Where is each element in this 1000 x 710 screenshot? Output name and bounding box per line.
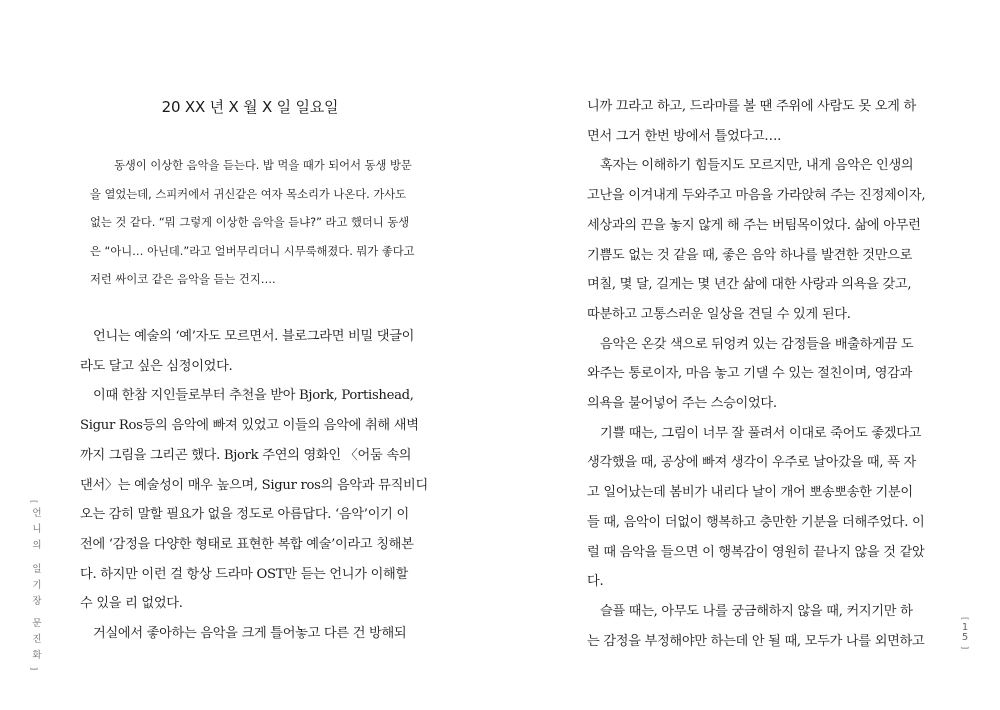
text-line: 거실에서 좋아하는 음악을 크게 틀어놓고 다른 건 방해되 bbox=[93, 626, 407, 642]
text-line: 는 감정을 부정해야만 하는데 안 될 때, 모두가 나를 외면하고 bbox=[587, 633, 925, 649]
text-line: 전에 ‘감정을 다양한 형태로 표현한 복합 예술’이라고 칭해본 bbox=[80, 536, 414, 552]
diary-line: 동생이 이상한 음악을 듣는다. 밥 먹을 때가 되어서 동생 방문 bbox=[114, 159, 412, 172]
text-line: 니까 끄라고 하고, 드라마를 볼 땐 주위에 사람도 못 오게 하 bbox=[587, 99, 916, 114]
text-line: 다. 하지만 이런 걸 항상 드라마 OST만 듣는 언니가 이해할 bbox=[80, 566, 408, 582]
text-line: 기쁠 때는, 그림이 너무 잘 풀려서 이대로 죽어도 좋겠다고 bbox=[600, 425, 922, 441]
page-number-close-bracket: ] bbox=[960, 645, 970, 650]
diary-date-heading: 20 XX 년 X 월 X 일 일요일 bbox=[161, 98, 339, 116]
text-line: 고 일어났는데 봄비가 내리다 날이 개어 뽀송뽀송한 기분이 bbox=[587, 485, 913, 501]
author-char: 문 bbox=[32, 618, 42, 629]
right-page bbox=[500, 0, 1000, 710]
text-line: 음악은 온갖 색으로 뒤엉켜 있는 감정들을 배출하게끔 도 bbox=[600, 336, 914, 352]
book-title-char: 니 bbox=[32, 524, 42, 535]
author-char: 화 bbox=[32, 650, 42, 661]
text-line: 럴 때 음악을 들으면 이 행복감이 영원히 끝나지 않을 것 같았 bbox=[587, 544, 925, 560]
text-line: 오는 감히 말할 필요가 없을 정도로 아름답다. ‘음악’이기 이 bbox=[80, 507, 409, 523]
text-line: 의욕을 불어넣어 주는 스승이었다. bbox=[587, 396, 777, 412]
running-head-open-bracket: [ bbox=[29, 499, 39, 504]
book-title-char bbox=[30, 554, 44, 562]
page-number-digit: 1 bbox=[961, 622, 969, 633]
text-line: 세상과의 끈을 놓지 않게 해 주는 버팀목이었다. 삶에 아무런 bbox=[587, 217, 921, 233]
book-title-char: 기 bbox=[32, 580, 42, 591]
running-head-close-bracket: ] bbox=[29, 666, 39, 671]
text-line: 들 때, 음악이 더없이 행복하고 충만한 기분을 더해주었다. 이 bbox=[587, 514, 925, 530]
text-line: 면서 그거 한번 방에서 틀었다고…. bbox=[587, 128, 782, 144]
text-line: 며칠, 몇 달, 길게는 몇 년간 삶에 대한 사랑과 의욕을 갖고, bbox=[587, 277, 912, 293]
diary-entry bbox=[90, 152, 415, 295]
text-line: 따분하고 고통스러운 일상을 견딜 수 있게 된다. bbox=[587, 306, 851, 322]
page-number-digit: 5 bbox=[961, 632, 969, 643]
text-line: 와주는 통로이자, 마음 놓고 기댈 수 있는 절친이며, 영감과 bbox=[587, 366, 913, 382]
body-text bbox=[587, 92, 932, 656]
diary-line: 저런 싸이코 같은 음악을 듣는 건지…. bbox=[90, 273, 276, 286]
text-line: 슬플 때는, 아무도 나를 궁금해하지 않을 때, 커지기만 하 bbox=[600, 603, 913, 619]
text-line: 이때 한참 지인들로부터 추천을 받아 Bjork, Portishead, bbox=[93, 388, 414, 404]
text-line: 까지 그림을 그리곤 했다. Bjork 주연의 영화인 〈어둠 속의 bbox=[80, 447, 412, 463]
text-line: 혹자는 이해하기 힘들지도 모르지만, 내게 음악은 인생의 bbox=[600, 158, 914, 174]
page-number bbox=[958, 614, 972, 652]
book-title bbox=[30, 506, 44, 607]
text-line: 언니는 예술의 ‘예’자도 모르면서. 블로그라면 비밀 댓글이 bbox=[93, 329, 415, 344]
page-number-open-bracket: [ bbox=[960, 616, 970, 621]
book-title-char: 언 bbox=[32, 508, 42, 519]
diary-line: 은 “아니… 아닌데.”라고 얼버무리더니 시무룩해졌다. 뭐가 좋다고 bbox=[90, 244, 415, 258]
text-line: Sigur Ros등의 음악에 빠져 있었고 이들의 음악에 취해 새벽 bbox=[80, 418, 419, 434]
text-line: 댄서〉는 예술성이 매우 높으며, Sigur ros의 음악과 뮤직비디 bbox=[80, 477, 428, 493]
author-char: 진 bbox=[32, 634, 42, 645]
diary-line: 없는 것 같다. “뭐 그렇게 이상한 음악을 듣냐?” 라고 했더니 동생 bbox=[90, 216, 410, 229]
text-line: 라도 달고 싶은 심정이었다. bbox=[80, 358, 233, 374]
text-line: 고난을 이겨내게 두와주고 마음을 가라앉혀 주는 진정제이자, bbox=[587, 188, 926, 204]
body-text bbox=[80, 322, 428, 649]
book-title-char: 장 bbox=[32, 596, 42, 607]
text-line: 기쁨도 없는 것 같을 때, 좋은 음악 하나를 발견한 것만으로 bbox=[587, 247, 913, 263]
author-name bbox=[30, 616, 44, 664]
text-line: 수 있을 리 없었다. bbox=[80, 596, 183, 612]
text-line: 다. bbox=[587, 574, 604, 590]
text-line: 생각했을 때, 공상에 빠져 생각이 우주로 날아갔을 때, 푹 자 bbox=[587, 455, 916, 471]
book-title-char: 의 bbox=[32, 540, 42, 551]
running-head bbox=[30, 497, 44, 673]
book-title-char: 일 bbox=[32, 564, 42, 575]
diary-line: 을 열었는데, 스피커에서 귀신같은 여자 목소리가 나온다. 가사도 bbox=[90, 187, 407, 201]
